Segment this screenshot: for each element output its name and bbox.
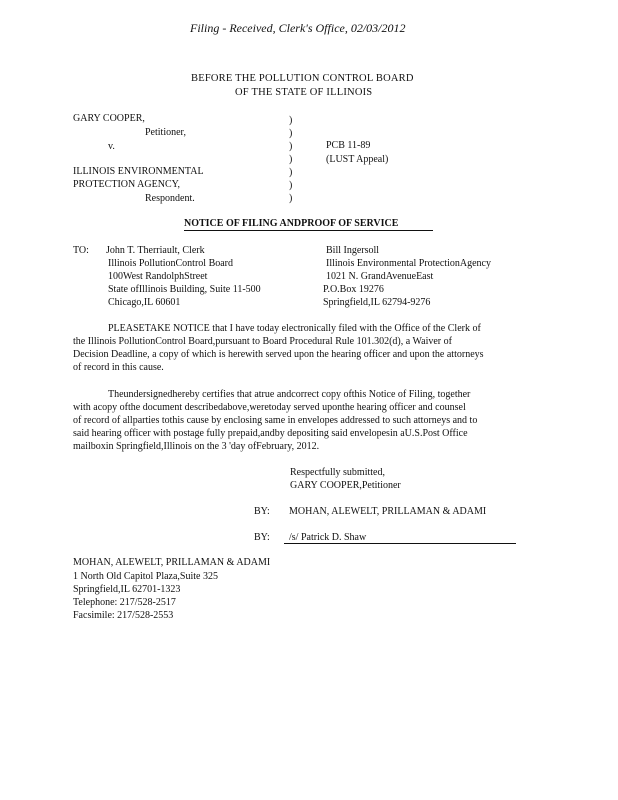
versus: v.	[108, 141, 115, 152]
respectfully-submitted: Respectfully submitted,	[290, 467, 385, 478]
firm-telephone: Telephone: 217/528-2517	[73, 597, 176, 608]
firm-facsimile: Facsimile: 217/528-2553	[73, 610, 174, 621]
case-type: (LUST Appeal)	[326, 154, 389, 165]
address-line: Illinois PollutionControl Board	[108, 258, 234, 269]
respondent-role: Respondent.	[145, 193, 195, 204]
paragraph-line: of record of allparties tothis cause by enclosing same in envelopes addressed to such attorneys and to	[73, 415, 478, 426]
closing-party: GARY COOPER,Petitioner	[290, 480, 401, 491]
paragraph-line: the Illinois PollutionControl Board,pursuant to Board Procedural Rule 101.302(d), a Waiver of	[73, 336, 452, 347]
paragraph-line: Theundersignedhereby certifies that atrue andcorrect copy ofthis Notice of Filing, together	[108, 389, 471, 400]
notice-paragraph	[73, 322, 484, 374]
caption-paren: )	[289, 180, 293, 191]
address-line: Illinois Environmental ProtectionAgency	[326, 258, 491, 269]
firm-address: 1 North Old Capitol Plaza,Suite 325	[73, 571, 218, 582]
address-line: 1021 N. GrandAvenueEast	[326, 271, 434, 282]
caption-paren: )	[289, 128, 293, 139]
certification-paragraph	[73, 388, 477, 453]
by-label: BY:	[254, 506, 270, 517]
title-underline	[184, 230, 433, 231]
by-label: BY:	[254, 532, 270, 543]
caption-paren: )	[289, 193, 293, 204]
case-number: PCB 11-89	[326, 140, 371, 151]
petitioner-role: Petitioner,	[145, 127, 186, 138]
caption-paren: )	[289, 115, 293, 126]
firm-signature-line: MOHAN, ALEWELT, PRILLAMAN & ADAMI	[289, 506, 487, 517]
caption-paren: )	[289, 154, 293, 165]
signature-line	[284, 543, 516, 544]
paragraph-line: PLEASETAKE NOTICE that I have today electronically filed with the Office of the Clerk of	[108, 323, 481, 334]
respondent-line1: ILLINOIS ENVIRONMENTAL	[73, 166, 204, 177]
to-label: TO:	[73, 245, 89, 256]
address-line: Springfield,IL 62794-9276	[323, 297, 431, 308]
address-line: 100West RandolphStreet	[108, 271, 208, 282]
paragraph-line: of record in this cause.	[73, 362, 164, 373]
board-heading-line1: BEFORE THE POLLUTION CONTROL BOARD	[191, 73, 414, 84]
notice-title: NOTICE OF FILING ANDPROOF OF SERVICE	[184, 218, 399, 229]
address-line: Bill Ingersoll	[326, 245, 380, 256]
address-line: State ofIllinois Building, Suite 11-500	[108, 284, 261, 295]
electronic-signature: /s/ Patrick D. Shaw	[289, 532, 367, 543]
caption-paren: )	[289, 167, 293, 178]
firm-city: Springfield,IL 62701-1323	[73, 584, 181, 595]
petitioner-name: GARY COOPER,	[73, 113, 145, 124]
paragraph-line: mailboxin Springfield,Illinois on the 3 'day ofFebruary, 2012.	[73, 441, 320, 452]
address-line: P.O.Box 19276	[323, 284, 384, 295]
paragraph-line: with acopy ofthe document describedabove,weretoday served uponthe hearing officer and counsel	[73, 402, 466, 413]
address-line: Chicago,IL 60601	[108, 297, 181, 308]
caption-paren: )	[289, 141, 293, 152]
paragraph-line: Decision Deadline, a copy of which is herewith served upon the hearing officer and upon the attorneys	[73, 349, 484, 360]
firm-name: MOHAN, ALEWELT, PRILLAMAN & ADAMI	[73, 557, 271, 568]
filing-stamp: Filing - Received, Clerk's Office, 02/03/2012	[190, 21, 406, 35]
address-line: John T. Therriault, Clerk	[106, 245, 205, 256]
respondent-line2: PROTECTION AGENCY,	[73, 179, 181, 190]
paragraph-line: said hearing officer with postage fully prepaid,andby depositing said envelopesin aU.S.Post Office	[73, 428, 468, 439]
board-heading-line2: OF THE STATE OF ILLINOIS	[235, 87, 373, 98]
